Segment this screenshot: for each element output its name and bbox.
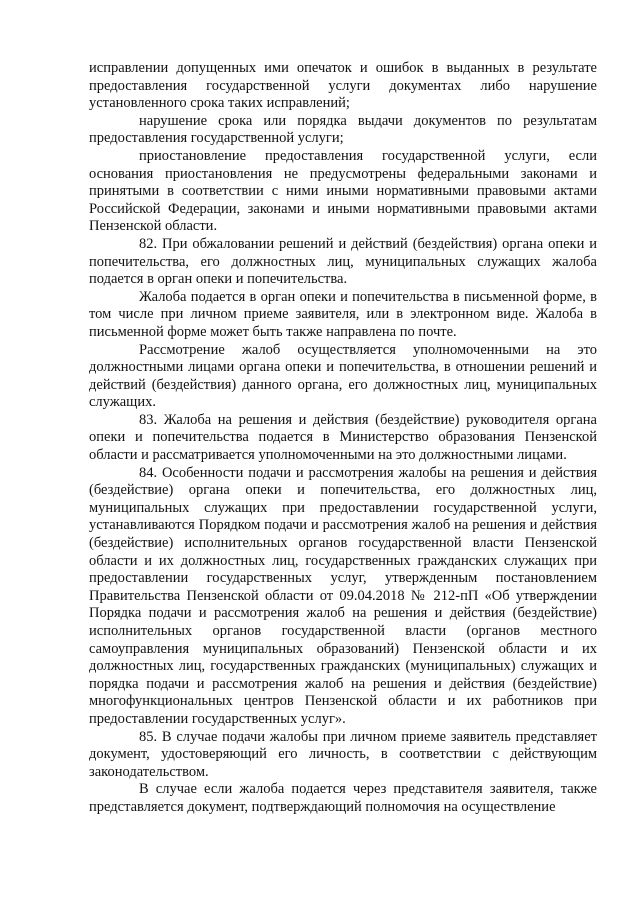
paragraph-83: 83. Жалоба на решения и действия (бездействие) руководителя органа опеки и попечительства подается в Министерство образования Пензенской области и рассматривается уполномоченными на это должностными лицами. [89,411,597,464]
paragraph-continuation: исправлении допущенных ими опечаток и ошибок в выданных в результате предоставления государственной услуги документах либо нарушение установленного срока таких исправлений; [89,60,597,112]
paragraph-complaint-review: Рассмотрение жалоб осуществляется уполномоченными на это должностными лицами органа опеки и попечительства, в отношении решений и действий (бездействия) данного органа, его должностных лиц, муниципальных служащих. [89,341,597,411]
paragraph-representative: В случае если жалоба подается через представителя заявителя, также представляется документ, подтверждающий полномочия на осуществление [89,781,597,815]
paragraph-84: 84. Особенности подачи и рассмотрения жалобы на решения и действия (бездействие) органа опеки и попечительства, его должностных лиц, муниципальных служащих при предоставлении государственной услуги, устанавливаются Порядком подачи и рассмотрения жалоб на решения и действия (бездействие) исполнительных органов государственной власти Пензенской области и их должностных лиц, государственных гражданских служащих при предоставлении государственных услуг, утвержденным постановлением Правительства Пензенской области от 09.04.2018 № 212-пП «Об утверждении Порядка подачи и рассмотрения жалоб на решения и действия (бездействие) исполнительных органов государственной власти (органов местного самоуправления муниципальных образований) Пензенской области и их должностных лиц, государственных гражданских (муниципальных) служащих и порядка подачи и рассмотрения жалоб на решения и действия (бездействие) многофункциональных центров Пензенской области и их работников при предоставлении государственных услуг». [89,464,597,727]
document-body [89,60,597,817]
paragraph-complaint-form: Жалоба подается в орган опеки и попечительства в письменной форме, в том числе при личном приеме заявителя, или в электронном виде. Жалоба в письменной форме может быть также направлена по почте. [89,288,597,340]
paragraph-85: 85. В случае подачи жалобы при личном приеме заявитель представляет документ, удостоверяющий его личность, в соответствии с действующим законодательством. [89,728,597,780]
paragraph-suspension: приостановление предоставления государственной услуги, если основания приостановления не предусмотрены федеральными законами и принятыми в соответствии с ними иными нормативными правовыми актами Российской Федерации, законами и иными нормативными правовыми актами Пензенской области. [89,147,597,235]
paragraph-deadline-violation: нарушение срока или порядка выдачи документов по результатам предоставления государственной услуги; [89,112,597,147]
paragraph-82: 82. При обжаловании решений и действий (бездействия) органа опеки и попечительства, его должностных лиц, муниципальных служащих жалоба подается в орган опеки и попечительства. [89,235,597,288]
